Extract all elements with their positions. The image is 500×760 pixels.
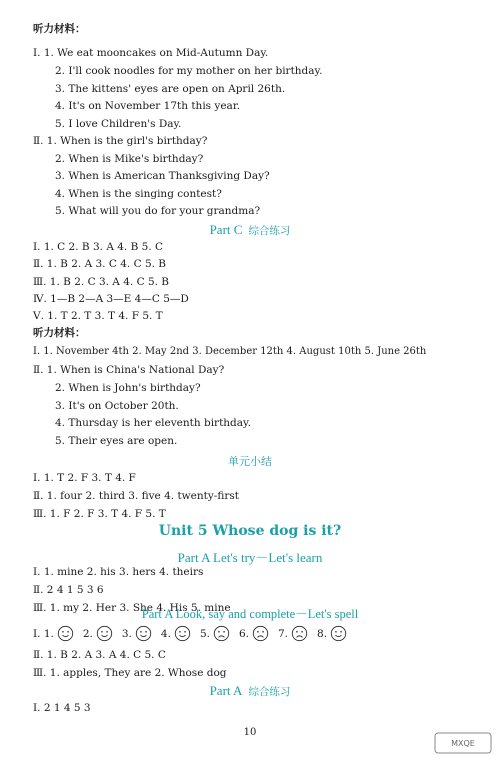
text-line: 4. Thursday is her eleventh birthday. xyxy=(55,417,251,429)
part-c-heading-cn: 综合练习 xyxy=(248,225,291,237)
text-line: Ⅰ. 1. November 4th 2. May 2nd 3. December 12th 4. August 10th 5. June 26th xyxy=(33,346,427,357)
sad-face-icon xyxy=(252,625,269,642)
part-a-heading-1: Part A Let's try－Let's learn xyxy=(177,550,323,565)
face-number: 5. xyxy=(199,627,210,640)
answer-line: Ⅰ. 1. mine 2. his 3. hers 4. theirs xyxy=(33,566,204,578)
answer-line: Ⅱ. 1. B 2. A 3. A 4. C 5. C xyxy=(33,649,166,661)
page-number: 10 xyxy=(243,727,257,738)
section-title-listening-2: 听力材料： xyxy=(33,327,86,339)
text-line: Ⅰ. 1. We eat mooncakes on Mid-Autumn Day. xyxy=(33,47,269,59)
sad-face-icon xyxy=(291,625,308,642)
answer-line: Ⅲ. 1. B 2. C 3. A 4. C 5. B xyxy=(33,276,170,288)
face-number: 7. xyxy=(278,627,289,640)
part-a-heading-3-en: Part A xyxy=(209,683,243,698)
face-answer-3 xyxy=(122,625,152,642)
part-c-heading xyxy=(0,222,500,238)
text-line: 5. What will you do for your grandma? xyxy=(55,205,261,217)
unit-5-title: Unit 5 Whose dog is it? xyxy=(158,523,342,539)
face-answer-2 xyxy=(83,625,113,642)
face-answer-5 xyxy=(200,625,230,642)
text-line: 3. When is American Thanksgiving Day? xyxy=(55,170,270,182)
text-line: 2. When is John's birthday? xyxy=(55,382,201,394)
svg-text:MXQE: MXQE xyxy=(451,739,475,748)
answer-line: Ⅰ. 2 1 4 5 3 xyxy=(33,702,91,714)
answer-line: Ⅲ. 1. F 2. F 3. T 4. F 5. T xyxy=(33,508,166,520)
answer-line: Ⅱ. 1. B 2. A 3. C 4. C 5. B xyxy=(33,258,167,270)
part-c-heading-en: Part C xyxy=(209,222,243,237)
happy-face-icon xyxy=(174,625,191,642)
answer-line: Ⅰ. 1. T 2. F 3. T 4. F xyxy=(33,472,136,484)
part-a-heading-2: Part A Look, say and complete－Let's spell xyxy=(141,607,359,621)
text-line: Ⅱ. 1. When is China's National Day? xyxy=(33,364,225,376)
face-answer-6 xyxy=(239,625,269,642)
face-number: 2. xyxy=(82,627,93,640)
section-title-listening-1: 听力材料： xyxy=(33,23,86,35)
faces-prefix: Ⅰ. 1. xyxy=(33,627,54,640)
text-line: 2. When is Mike's birthday? xyxy=(55,153,204,165)
face-number: 4. xyxy=(160,627,171,640)
faces-answer-row xyxy=(33,625,356,642)
text-line: 5. Their eyes are open. xyxy=(55,435,178,447)
text-line: 3. It's on October 20th. xyxy=(55,400,179,412)
answer-line: Ⅳ. 1—B 2—A 3—E 4—C 5—D xyxy=(33,293,189,305)
answer-line: Ⅱ. 1. four 2. third 3. five 4. twenty-first xyxy=(33,490,239,502)
face-answer-8 xyxy=(317,625,347,642)
answer-line: Ⅴ. 1. T 2. T 3. T 4. F 5. T xyxy=(33,310,163,322)
happy-face-icon xyxy=(330,625,347,642)
answer-line: Ⅲ. 1. my 2. Her 3. She 4. His 5. mine xyxy=(33,602,231,614)
face-number: 8. xyxy=(317,627,328,640)
face-answer-4 xyxy=(161,625,191,642)
text-line: 4. It's on November 17th this year. xyxy=(55,100,241,112)
part-a-heading-3-cn: 综合练习 xyxy=(248,686,291,698)
text-line: 3. The kittens' eyes are open on April 26th. xyxy=(55,83,286,95)
happy-face-icon xyxy=(135,625,152,642)
text-line: 2. I'll cook noodles for my mother on her birthday. xyxy=(55,65,323,77)
unit-review-heading: 单元小结 xyxy=(228,455,272,468)
text-line: 4. When is the singing contest? xyxy=(55,188,222,200)
happy-face-icon xyxy=(96,625,113,642)
sad-face-icon xyxy=(213,625,230,642)
answer-line: Ⅲ. 1. apples, They are 2. Whose dog xyxy=(33,667,227,679)
face-answer-7 xyxy=(278,625,308,642)
happy-face-icon xyxy=(57,625,74,642)
text-line: Ⅱ. 1. When is the girl's birthday? xyxy=(33,135,208,147)
answer-line: Ⅰ. 1. C 2. B 3. A 4. B 5. C xyxy=(33,241,164,253)
face-number: 3. xyxy=(121,627,132,640)
answer-line: Ⅱ. 2 4 1 5 3 6 xyxy=(33,584,104,596)
part-a-heading-3 xyxy=(0,683,500,699)
face-answer-1 xyxy=(33,625,74,642)
watermark-logo xyxy=(434,732,492,754)
text-line: 5. I love Children's Day. xyxy=(55,118,182,130)
face-number: 6. xyxy=(238,627,249,640)
